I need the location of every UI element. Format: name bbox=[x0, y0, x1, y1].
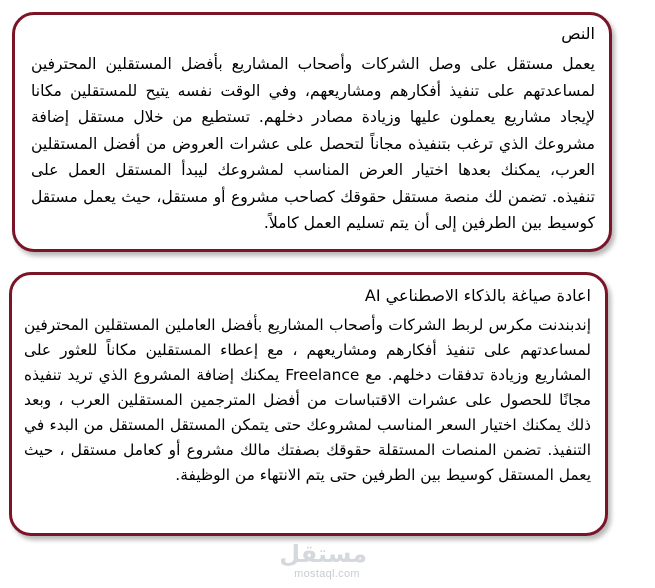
watermark-site-text: mostaql.com bbox=[294, 568, 360, 580]
ai-rewrite-heading: اعادة صياغة بالذكاء الاصطناعي AI bbox=[364, 286, 591, 305]
ai-rewrite-body: إندبندنت مكرس لربط الشركات وأصحاب المشاريع بأفضل العاملين المستقلين المحترفين لمساعدتهم على تنفيذ أفكارهم ومشاريعهم ، مع إعطاء المستقلين مكاناً للعثور على المشاريع وزيادة تدفقات دخلهم. مع Freelance يمكنك إضافة المشروع الذي تريد تنفيذه مجانًا للحصول على عشرات الاقتباسات من أفضل المترجمين المستقلين العرب ، وبعد ذلك يمكنك اختيار السعر المناسب لمشروعك حتى يتمكن المستقل المستقل من البدء في التنفيذ. تضمن المنصات المستقلة حقوقك بصفتك مالك مشروع أو كعامل مستقل ، حيث يعمل المستقل كوسيط بين الطرفين حتى يتم الانتهاء من الوظيفة. bbox=[24, 316, 591, 484]
original-text-body: يعمل مستقل على وصل الشركات وأصحاب المشاريع بأفضل المستقلين المحترفين لمساعدتهم على تنفيذ أفكارهم ومشاريعهم، وفي الوقت نفسه يتيح للمستقلين مكانا لإيجاد مشاريع يعملون عليها وزيادة مصادر دخلهم. تستطيع من خلال مستقل إضافة مشروعك الذي ترغب بتنفيذه مجاناً لتحصل على عشرات العروض من أفضل المستقلين العرب، يمكنك بعدها اختيار العرض المناسب لمشروعك ليبدأ المستقل العمل على تنفيذه. تضمن لك منصة مستقل حقوقك كصاحب مشروع أو مستقل، حيث يعمل مستقل كوسيط بين الطرفين إلى أن يتم تسليم العمل كاملاً. bbox=[31, 55, 595, 232]
watermark-logo-text: مستقل bbox=[279, 540, 367, 568]
original-text-heading: النص bbox=[561, 24, 595, 43]
original-text-card bbox=[12, 12, 612, 252]
ai-rewrite-card bbox=[9, 272, 608, 536]
mostaql-watermark-logo bbox=[279, 540, 367, 584]
